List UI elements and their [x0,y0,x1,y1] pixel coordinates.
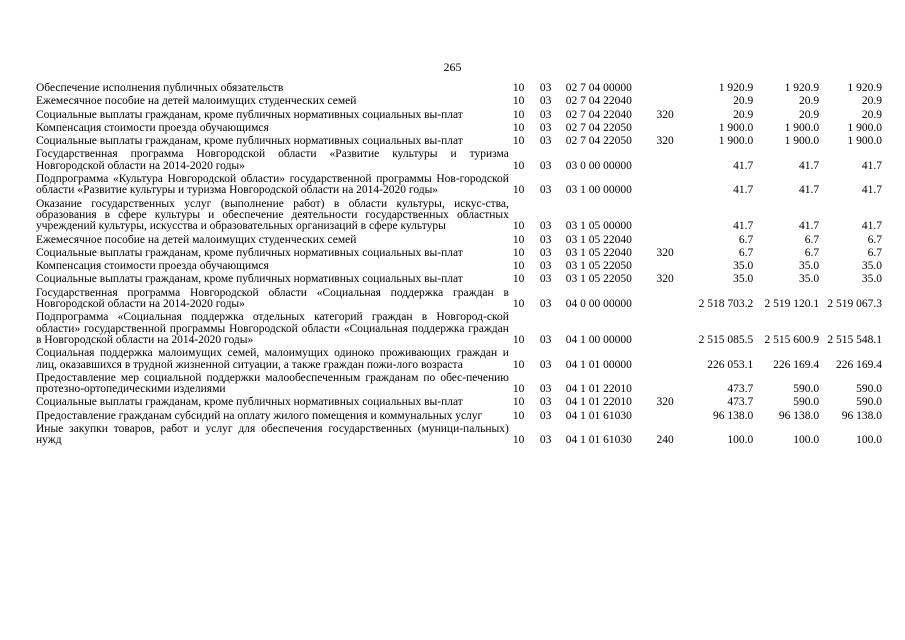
amount-year-1: 20.9 [733,95,754,108]
target-article-code: 03 1 05 22050 [565,273,632,286]
amount-year-3: 41.7 [861,184,882,197]
target-article-code: 03 1 05 22040 [565,233,632,246]
target-article-code: 03 1 05 22040 [565,246,632,259]
row-name [36,123,513,134]
row-name-text: Социальные выплаты гражданам, кроме публичных нормативных социальных вы-плат [36,108,463,121]
amount-year-1: 41.7 [733,184,754,197]
amount-year-2: 1 920.9 [784,82,820,94]
table-row [36,83,882,94]
amount-year-3: 35.0 [861,273,882,286]
row-name-text: Социальные выплаты гражданам, кроме публичных нормативных социальных вы-плат [36,246,463,259]
subsection-code: 03 [539,358,552,371]
subsection-code: 03 [539,220,552,233]
row-name-text: Оказание государственных услуг (выполнение работ) в области культуры, искус-ства, образования в сфере культуры и обеспечение деятельности государственных областных учреждений культуры, искусства и образовательных организаций в сфере культуры [36,197,509,233]
table-row [36,121,882,134]
target-article-code: 04 0 00 00000 [565,298,632,311]
section-code: 10 [512,233,525,246]
amount-year-2: 2 515 600.9 [764,333,820,346]
expense-type-code: 320 [656,135,674,148]
amount-year-2: 20.9 [799,108,820,121]
row-name [36,83,513,94]
subsection-code: 03 [539,108,552,121]
row-name [36,199,513,233]
row-name [36,288,513,311]
amount-year-2: 20.9 [799,95,820,108]
amount-year-1: 20.9 [733,108,754,121]
amount-year-2: 35.0 [799,260,820,273]
subsection-code: 03 [539,135,552,148]
row-name [36,261,513,272]
row-name-text: Государственная программа Новгородской области «Социальная поддержка граждан в Новгородской области на 2014-2020 годы» [36,286,509,311]
amount-year-3: 6.7 [867,246,882,259]
subsection-code: 03 [539,434,552,447]
table-row [36,108,882,121]
expense-type-code: 320 [656,246,674,259]
target-article-code: 04 1 01 61030 [565,434,632,447]
amount-year-3: 20.9 [861,95,882,108]
row-name [36,348,513,371]
table-row [36,272,882,285]
target-article-code: 04 1 01 00000 [565,358,632,371]
target-article-code: 02 7 04 00000 [565,82,632,94]
table-row [36,259,882,272]
section-code: 10 [512,383,525,396]
amount-year-2: 100.0 [793,434,820,447]
target-article-code: 04 1 01 22010 [565,396,632,409]
subsection-code: 03 [539,273,552,286]
target-article-code: 03 1 00 00000 [565,184,632,197]
row-name-text: Подпрограмма «Культура Новгородской области» государственной программы Нов-городской области «Развитие культуры и туризма Новгородской области на 2014-2020 годы» [36,173,509,197]
amount-year-1: 473.7 [727,383,754,396]
section-code: 10 [512,298,525,311]
expense-type-code: 320 [656,273,674,286]
expense-type-code: 240 [656,434,674,447]
amount-year-3: 226 169.4 [835,358,882,371]
amount-year-1: 1 900.0 [718,135,754,148]
subsection-code: 03 [539,246,552,259]
amount-year-3: 2 515 548.1 [827,333,882,346]
amount-year-1: 2 515 085.5 [698,333,754,346]
target-article-code: 02 7 04 22050 [565,135,632,148]
row-name [36,110,513,121]
section-code: 10 [512,220,525,233]
subsection-code: 03 [539,159,552,172]
amount-year-1: 226 053.1 [707,358,754,371]
amount-year-1: 35.0 [733,273,754,286]
target-article-code: 03 1 05 22050 [565,260,632,273]
table-row [36,286,882,311]
row-name-text: Компенсация стоимости проезда обучающимся [36,121,269,134]
amount-year-3: 590.0 [856,396,882,409]
section-code: 10 [512,95,525,108]
target-article-code: 04 1 01 61030 [565,409,632,422]
page-number: 265 [443,60,462,74]
subsection-code: 03 [539,121,552,134]
amount-year-2: 96 138.0 [778,409,820,422]
amount-year-1: 1 900.0 [718,121,754,134]
amount-year-1: 41.7 [733,159,754,172]
amount-year-2: 41.7 [799,159,820,172]
row-name-text: Ежемесячное пособие на детей малоимущих студенческих семей [36,95,357,108]
section-code: 10 [512,159,525,172]
table-row [36,147,882,172]
amount-year-3: 1 900.0 [847,135,882,148]
table-row [36,246,882,259]
section-code: 10 [512,409,525,422]
subsection-code: 03 [539,184,552,197]
amount-year-1: 35.0 [733,260,754,273]
row-name-text: Ежемесячное пособие на детей малоимущих студенческих семей [36,233,357,246]
row-name [36,424,513,447]
amount-year-2: 6.7 [804,246,820,259]
amount-year-2: 35.0 [799,273,820,286]
amount-year-3: 6.7 [867,233,882,246]
subsection-code: 03 [539,333,552,346]
table-row [36,346,882,371]
amount-year-1: 6.7 [738,246,754,259]
subsection-code: 03 [539,409,552,422]
amount-year-1: 96 138.0 [713,409,754,422]
section-code: 10 [512,135,525,148]
row-name [36,397,513,408]
amount-year-3: 1 920.9 [847,82,882,94]
expense-type-code: 320 [656,396,674,409]
section-code: 10 [512,246,525,259]
amount-year-1: 2 518 703.2 [698,298,754,311]
table-row [36,422,882,447]
row-name-text: Предоставление гражданам субсидий на оплату жилого помещения и коммунальных услуг [36,409,483,422]
section-code: 10 [512,260,525,273]
amount-year-2: 41.7 [799,184,820,197]
amount-year-3: 35.0 [861,260,882,273]
row-name [36,411,513,422]
amount-year-1: 473.7 [727,396,754,409]
row-name [36,312,513,346]
target-article-code: 04 1 00 00000 [565,333,632,346]
table-row [36,233,882,246]
target-article-code: 02 7 04 22040 [565,108,632,121]
amount-year-1: 100.0 [727,434,754,447]
amount-year-2: 2 519 120.1 [764,298,820,311]
target-article-code: 04 1 01 22010 [565,383,632,396]
section-code: 10 [512,273,525,286]
row-name-text: Подпрограмма «Социальная поддержка отдельных категорий граждан в Новгород-ской области» государственной программы Новгородской области «Социальная поддержка граждан в Новгородской области на 2014-2020 годы» [36,311,509,346]
amount-year-1: 41.7 [733,220,754,233]
section-code: 10 [512,396,525,409]
subsection-code: 03 [539,298,552,311]
row-name-text: Иные закупки товаров, работ и услуг для обеспечения государственных (муници-пальных) нужд [36,423,509,447]
amount-year-2: 226 169.4 [773,358,820,371]
amount-year-3: 590.0 [856,383,882,396]
amount-year-1: 1 920.9 [718,82,754,94]
section-code: 10 [512,333,525,346]
target-article-code: 03 0 00 00000 [565,159,632,172]
amount-year-2: 41.7 [799,220,820,233]
target-article-code: 02 7 04 22040 [565,95,632,108]
subsection-code: 03 [539,95,552,108]
section-code: 10 [512,358,525,371]
subsection-code: 03 [539,383,552,396]
row-name [36,174,513,197]
amount-year-3: 41.7 [861,220,882,233]
row-name-text: Социальные выплаты гражданам, кроме публичных нормативных социальных вы-плат [36,135,463,148]
row-name-text: Социальные выплаты гражданам, кроме публичных нормативных социальных вы-плат [36,273,463,286]
target-article-code: 02 7 04 22050 [565,121,632,134]
section-code: 10 [512,434,525,447]
amount-year-2: 6.7 [804,233,820,246]
table-row [36,197,882,233]
section-code: 10 [512,82,525,94]
amount-year-3: 96 138.0 [841,409,882,422]
subsection-code: 03 [539,396,552,409]
row-name [36,235,513,246]
section-code: 10 [512,121,525,134]
amount-year-2: 590.0 [793,396,820,409]
amount-year-1: 6.7 [738,233,754,246]
subsection-code: 03 [539,233,552,246]
table-row [36,134,882,147]
amount-year-2: 1 900.0 [784,135,820,148]
row-name-text: Компенсация стоимости проезда обучающимся [36,260,269,273]
row-name [36,274,513,285]
subsection-code: 03 [539,82,552,94]
amount-year-3: 2 519 067.3 [827,298,882,311]
amount-year-3: 41.7 [861,159,882,172]
table-row [36,371,882,396]
table-row [36,172,882,197]
expense-type-code: 320 [656,108,674,121]
table-row [36,409,882,422]
row-name-text: Предоставление мер социальной поддержки малообеспеченным гражданам по обес-печению протезно-ортопедическими изделиями [36,371,509,396]
row-name [36,96,513,107]
subsection-code: 03 [539,260,552,273]
amount-year-3: 100.0 [856,434,882,447]
row-name-text: Обеспечение исполнения публичных обязательств [36,82,284,94]
section-code: 10 [512,108,525,121]
row-name [36,149,513,172]
amount-year-3: 1 900.0 [847,121,882,134]
amount-year-2: 1 900.0 [784,121,820,134]
section-code: 10 [512,184,525,197]
row-name [36,373,513,396]
table-row [36,310,882,346]
row-name-text: Социальные выплаты гражданам, кроме публичных нормативных социальных вы-плат [36,396,463,409]
table-row [36,94,882,107]
amount-year-2: 590.0 [793,383,820,396]
row-name [36,136,513,147]
table-row [36,395,882,408]
row-name [36,248,513,259]
budget-table [36,83,882,447]
amount-year-3: 20.9 [861,108,882,121]
row-name-text: Государственная программа Новгородской области «Развитие культуры и туризма Новгородской области на 2014-2020 годы» [36,148,509,172]
row-name-text: Социальная поддержка малоимущих семей, малоимущих одиноко проживающих граждан и лиц, оказавшихся в трудной жизненной ситуации, а также граждан пожи-лого возраста [36,347,509,371]
target-article-code: 03 1 05 00000 [565,220,632,233]
